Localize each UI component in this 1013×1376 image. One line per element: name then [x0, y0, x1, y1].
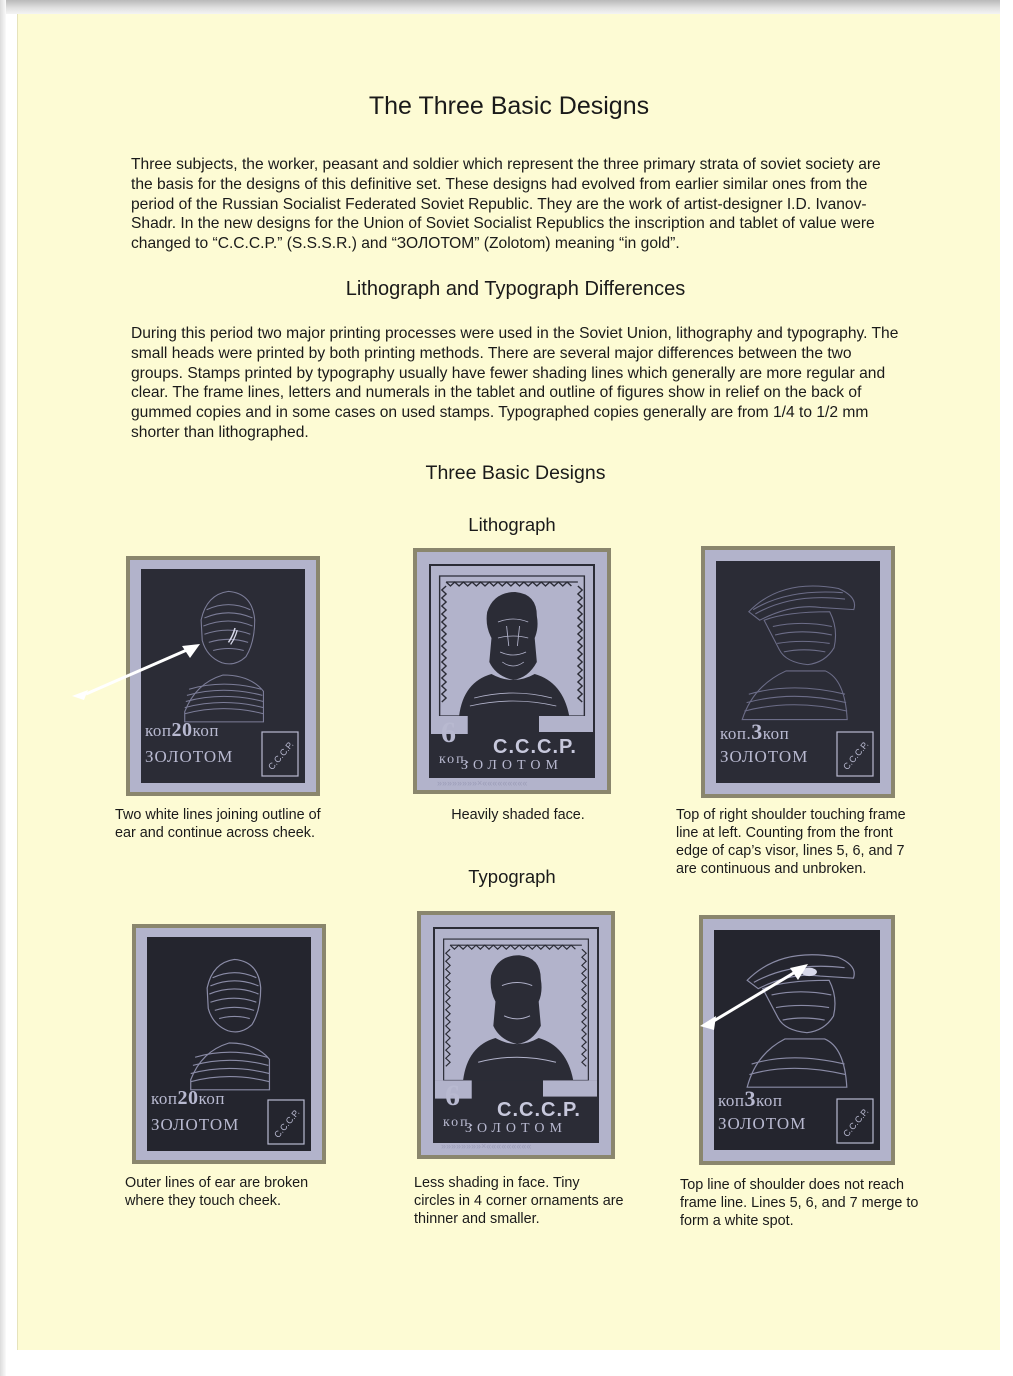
value-numeral: 6 — [445, 1079, 460, 1112]
ornament-border: »»»»»»»»×««««««««« — [437, 778, 528, 788]
value-tablet — [145, 717, 301, 779]
kop-label-2: коп — [198, 1089, 225, 1108]
value-numeral: 20 — [177, 1087, 199, 1109]
zolotom-text: ЗОЛОТОМ — [151, 1115, 240, 1134]
sssr-text: С.С.С.Р. — [266, 739, 296, 772]
caption-soldier-litho: Top of right shoulder touching frame line at left. Counting from the front edge of cap’s visor, lines 5, 6, and 7 are continuous and unbroken. — [676, 807, 906, 877]
kop-label: коп — [145, 721, 172, 740]
stamp-worker-litho — [126, 556, 320, 796]
scan-edge-left — [0, 0, 6, 1376]
kop-label-2: коп — [762, 724, 790, 743]
value-tablet — [720, 717, 876, 779]
value-tablet — [718, 1084, 876, 1146]
album-page — [18, 14, 1000, 1350]
kop-label: коп — [718, 1091, 745, 1110]
zolotom-text: ЗОЛОТОМ — [465, 1121, 567, 1136]
designs-heading: Three Basic Designs — [425, 462, 606, 484]
zolotom-text: ЗОЛОТОМ — [720, 747, 809, 766]
kop-label: коп. — [443, 1115, 476, 1130]
sssr-corner-tablet — [836, 731, 874, 777]
kop-label: коп. — [720, 724, 752, 743]
stamp-peasant-litho — [413, 548, 611, 794]
caption-worker-litho: Two white lines joining outline of ear and continue across cheek. — [115, 807, 321, 841]
zolotom-text: ЗОЛОТОМ — [145, 747, 234, 766]
page-title: The Three Basic Designs — [368, 92, 650, 120]
cccp-text: С.С.С.Р. — [493, 736, 577, 758]
caption-worker-typo: Outer lines of ear are broken where they touch cheek. — [125, 1175, 309, 1209]
kop-label-2: коп — [192, 721, 219, 740]
stamp-soldier-typo — [699, 915, 895, 1165]
section-heading: Lithograph and Typograph Differences — [345, 278, 686, 300]
caption-peasant-typo: Less shading in face. Tiny circles in 4 corner ornaments are thinner and smaller. — [414, 1175, 624, 1227]
sssr-corner-tablet — [267, 1099, 305, 1145]
intro-paragraph: Three subjects, the worker, peasant and soldier which represent the three primary strata of soviet society are the basis for the designs of this definitive set. These designs had evolved from earlier similar ones from the period of the Russian Socialist Federated Soviet Republic. They are the work of artist-designer I.D. Ivanov-Shadr. In the new designs for the Union of Soviet Socialist Republics the inscription and tablet of value were changed to “C.C.C.P.” (S.S.S.R.) and “ЗОЛОТОМ” (Zolotom) meaning “in gold”. — [131, 156, 881, 253]
scan-edge-top — [0, 0, 1000, 14]
value-numeral: 3 — [744, 1086, 756, 1111]
value-numeral: 3 — [751, 719, 763, 744]
sssr-corner-tablet — [261, 731, 299, 777]
caption-peasant-litho: Heavily shaded face. — [451, 807, 585, 823]
kop-label: коп. — [439, 752, 472, 767]
cccp-text: С.С.С.Р. — [497, 1099, 581, 1121]
value-numeral: 20 — [171, 719, 193, 741]
ornament-border: »»»»»»»»×««««««««« — [441, 1141, 532, 1151]
section-paragraph: During this period two major printing processes were used in the Soviet Union, lithography and typography. The small heads were printed by both printing methods. There are several major differences between the two groups. Stamps printed by typography usually have fewer shading lines which generally are more regular and clear. The frame lines, letters and numerals in the tablet and outline of figures show in relief on the back of gummed copies and in some cases on used stamps. Typographed copies generally are from 1/4 to 1/2 mm shorter than lithographed. — [131, 325, 899, 441]
value-tablet — [151, 1085, 307, 1147]
sssr-text: С.С.С.Р. — [272, 1107, 302, 1140]
stamp-peasant-typo — [417, 911, 615, 1159]
value-numeral: 6 — [441, 716, 456, 749]
stamp-soldier-litho — [701, 546, 895, 798]
stamp-worker-typo — [132, 924, 326, 1164]
typograph-label: Typograph — [468, 866, 556, 887]
zolotom-text: ЗОЛОТОМ — [461, 758, 563, 773]
caption-soldier-typo: Top line of shoulder does not reach frame line. Lines 5, 6, and 7 merge to form a white spot. — [680, 1177, 919, 1229]
sssr-text: С.С.С.Р. — [841, 1106, 871, 1139]
kop-label: коп — [151, 1089, 178, 1108]
kop-label-2: коп — [756, 1091, 783, 1110]
lithograph-label: Lithograph — [468, 514, 556, 535]
sssr-text: С.С.С.Р. — [841, 739, 871, 772]
zolotom-text: ЗОЛОТОМ — [718, 1114, 807, 1133]
sssr-corner-tablet — [836, 1098, 874, 1144]
